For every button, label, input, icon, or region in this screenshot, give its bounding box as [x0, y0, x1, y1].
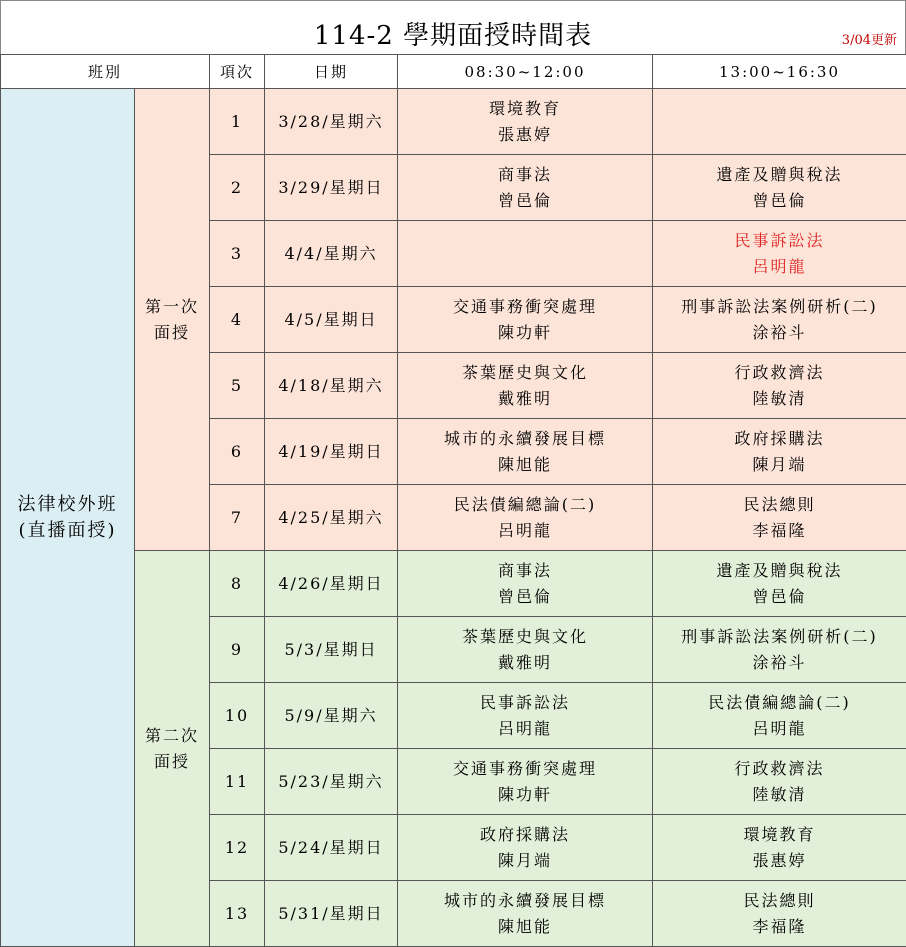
- am-teacher: 戴雅明: [398, 386, 652, 412]
- am-teacher: 戴雅明: [398, 650, 652, 676]
- row-date: [265, 419, 398, 485]
- am-course: 城市的永續發展目標: [398, 426, 652, 452]
- row-date-text: 4/5/星期日: [284, 310, 377, 329]
- am-course: 商事法: [398, 162, 652, 188]
- row-no: [210, 353, 265, 419]
- row-date: [265, 287, 398, 353]
- row-date-text: 5/23/星期六: [278, 772, 383, 791]
- row-date: [265, 617, 398, 683]
- am-session: [398, 683, 653, 749]
- row-date: [265, 221, 398, 287]
- row-date-text: 5/9/星期六: [284, 706, 377, 725]
- pm-session: [653, 881, 906, 947]
- pm-teacher: 涂裕斗: [653, 320, 906, 346]
- am-teacher: 陳功軒: [398, 782, 652, 808]
- row-date: [265, 815, 398, 881]
- pm-course: 政府採購法: [653, 426, 906, 452]
- class-cell: [1, 89, 135, 947]
- pm-course: 遺產及贈與稅法: [653, 162, 906, 188]
- pm-session: [653, 815, 906, 881]
- am-session: [398, 815, 653, 881]
- row-date-text: 3/28/星期六: [278, 112, 383, 131]
- row-date: [265, 683, 398, 749]
- class-name: 法律校外班: [1, 492, 134, 518]
- row-date-text: 4/19/星期日: [278, 442, 383, 461]
- am-course: 環境教育: [398, 96, 652, 122]
- am-course: 民法債編總論(二): [398, 492, 652, 518]
- header-no: 項次: [210, 55, 265, 89]
- row-date-text: 4/25/星期六: [278, 508, 383, 527]
- pm-teacher: 李福隆: [653, 914, 906, 940]
- header-pm: 13:00~16:30: [653, 55, 906, 89]
- am-course: 政府採購法: [398, 822, 652, 848]
- row-date: [265, 485, 398, 551]
- row-no-text: 8: [231, 574, 243, 593]
- pm-course: 民法債編總論(二): [653, 690, 906, 716]
- phase-label: 第二次: [135, 723, 209, 749]
- am-teacher: 張惠婷: [398, 122, 652, 148]
- row-no-text: 12: [225, 838, 249, 857]
- am-session: [398, 485, 653, 551]
- pm-course: 行政救濟法: [653, 756, 906, 782]
- am-course: 商事法: [398, 558, 652, 584]
- pm-teacher: 李福隆: [653, 518, 906, 544]
- phase-sub: 面授: [135, 749, 209, 775]
- row-date-text: 4/18/星期六: [278, 376, 383, 395]
- row-date-text: 5/24/星期日: [278, 838, 383, 857]
- row-date: [265, 551, 398, 617]
- row-date-text: 4/4/星期六: [284, 244, 377, 263]
- row-no: [210, 749, 265, 815]
- schedule-table: [0, 54, 906, 947]
- pm-course: 民法總則: [653, 492, 906, 518]
- row-no: [210, 485, 265, 551]
- pm-teacher: 張惠婷: [653, 848, 906, 874]
- am-teacher: 曾邑倫: [398, 188, 652, 214]
- header-am: 08:30~12:00: [398, 55, 653, 89]
- row-no: [210, 551, 265, 617]
- pm-teacher: 曾邑倫: [653, 188, 906, 214]
- pm-session: [653, 287, 906, 353]
- am-teacher: 呂明龍: [398, 518, 652, 544]
- pm-course: 遺產及贈與稅法: [653, 558, 906, 584]
- row-no: [210, 89, 265, 155]
- pm-session: [653, 155, 906, 221]
- am-teacher: 呂明龍: [398, 716, 652, 742]
- row-no-text: 3: [231, 244, 243, 263]
- class-mode: (直播面授): [1, 518, 134, 544]
- am-teacher: 陳旭能: [398, 452, 652, 478]
- pm-session: [653, 221, 906, 287]
- row-date: [265, 89, 398, 155]
- am-session: [398, 881, 653, 947]
- row-date-text: 3/29/星期日: [278, 178, 383, 197]
- row-no-text: 2: [231, 178, 243, 197]
- row-no-text: 10: [225, 706, 249, 725]
- am-teacher: 曾邑倫: [398, 584, 652, 610]
- pm-teacher: 曾邑倫: [653, 584, 906, 610]
- am-session: [398, 353, 653, 419]
- am-course: 茶葉歷史與文化: [398, 360, 652, 386]
- row-no-text: 6: [231, 442, 243, 461]
- pm-teacher: 涂裕斗: [653, 650, 906, 676]
- phase-sub: 面授: [135, 320, 209, 346]
- am-course: 交通事務衝突處理: [398, 294, 652, 320]
- row-no: [210, 683, 265, 749]
- am-session: [398, 287, 653, 353]
- row-no-text: 5: [231, 376, 243, 395]
- am-teacher: 陳旭能: [398, 914, 652, 940]
- row-date: [265, 881, 398, 947]
- am-course: 民事訴訟法: [398, 690, 652, 716]
- row-no-text: 7: [231, 508, 243, 527]
- pm-session: [653, 683, 906, 749]
- row-no: [210, 815, 265, 881]
- am-session: [398, 617, 653, 683]
- am-session: [398, 221, 653, 287]
- pm-course: 刑事訴訟法案例研析(二): [653, 624, 906, 650]
- header-row: [1, 55, 906, 89]
- pm-session: [653, 89, 906, 155]
- row-no: [210, 221, 265, 287]
- row-no: [210, 155, 265, 221]
- row-no: [210, 881, 265, 947]
- table-row: [1, 89, 906, 155]
- pm-teacher: 陳月端: [653, 452, 906, 478]
- row-no-text: 4: [231, 310, 243, 329]
- row-no-text: 13: [225, 904, 249, 923]
- pm-session: [653, 551, 906, 617]
- row-date-text: 5/3/星期日: [284, 640, 377, 659]
- header-date: 日期: [265, 55, 398, 89]
- phase-cell: [135, 89, 210, 551]
- row-no-text: 11: [225, 772, 249, 791]
- row-date: [265, 155, 398, 221]
- pm-session: [653, 353, 906, 419]
- pm-course: 行政救濟法: [653, 360, 906, 386]
- phase-cell: [135, 551, 210, 947]
- row-date: [265, 353, 398, 419]
- am-course: 城市的永續發展目標: [398, 888, 652, 914]
- row-date-text: 5/31/星期日: [278, 904, 383, 923]
- am-teacher: 陳功軒: [398, 320, 652, 346]
- page-title: 114-2 學期面授時間表: [1, 15, 905, 52]
- table-row: [1, 551, 906, 617]
- pm-session: [653, 419, 906, 485]
- row-date: [265, 749, 398, 815]
- pm-course: 環境教育: [653, 822, 906, 848]
- am-session: [398, 419, 653, 485]
- row-no-text: 1: [231, 112, 243, 131]
- pm-teacher: 呂明龍: [653, 716, 906, 742]
- pm-teacher: 陸敏清: [653, 782, 906, 808]
- pm-teacher: 呂明龍: [653, 254, 906, 280]
- pm-session: [653, 485, 906, 551]
- row-no: [210, 617, 265, 683]
- am-session: [398, 89, 653, 155]
- row-no-text: 9: [231, 640, 243, 659]
- am-course: 交通事務衝突處理: [398, 756, 652, 782]
- pm-session: [653, 617, 906, 683]
- pm-course: 民法總則: [653, 888, 906, 914]
- am-teacher: 陳月端: [398, 848, 652, 874]
- title-bar: [0, 0, 906, 54]
- phase-label: 第一次: [135, 294, 209, 320]
- row-date-text: 4/26/星期日: [278, 574, 383, 593]
- row-no: [210, 287, 265, 353]
- am-session: [398, 749, 653, 815]
- am-session: [398, 551, 653, 617]
- pm-course: 刑事訴訟法案例研析(二): [653, 294, 906, 320]
- row-no: [210, 419, 265, 485]
- pm-teacher: 陸敏清: [653, 386, 906, 412]
- am-course: 茶葉歷史與文化: [398, 624, 652, 650]
- pm-session: [653, 749, 906, 815]
- am-session: [398, 155, 653, 221]
- pm-course: 民事訴訟法: [653, 228, 906, 254]
- update-note: 3/04更新: [842, 29, 897, 48]
- header-class: 班別: [1, 55, 210, 89]
